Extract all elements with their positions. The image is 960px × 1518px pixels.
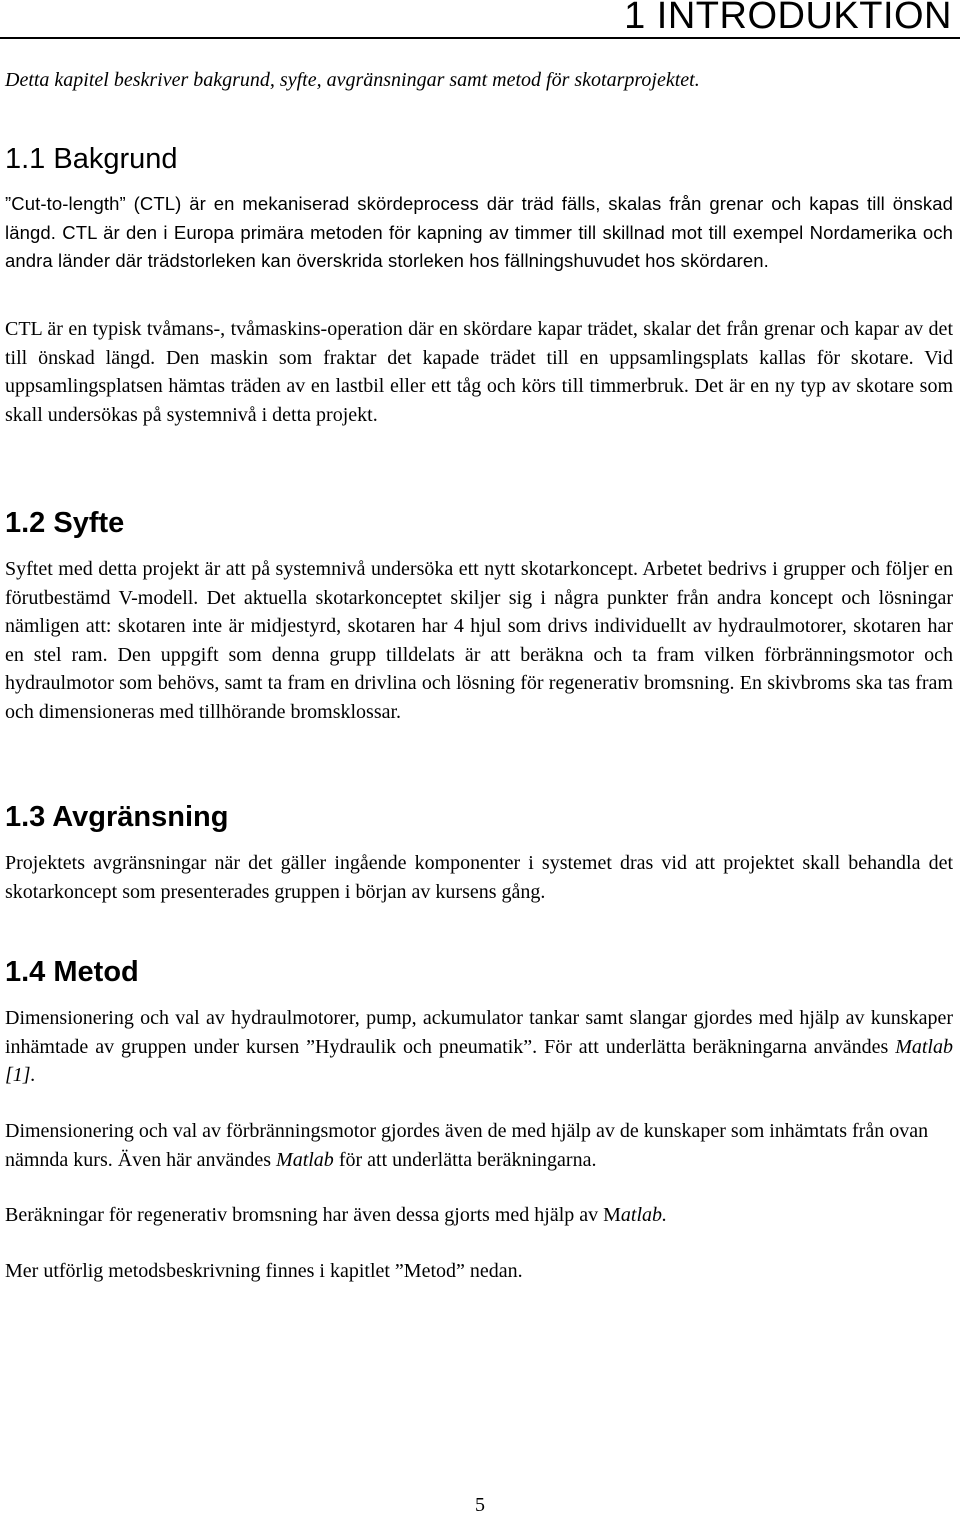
heading-metod: 1.4 Metod bbox=[5, 956, 139, 988]
heading-bakgrund: 1.1 Bakgrund bbox=[5, 143, 178, 175]
chapter-rule bbox=[0, 37, 960, 39]
metod-paragraph-2 bbox=[5, 1117, 953, 1174]
heading-avgransning: 1.3 Avgränsning bbox=[5, 801, 229, 833]
metod-paragraph-3-matlab: atlab. bbox=[620, 1204, 668, 1226]
metod-paragraph-2-tail: för att underlätta beräkningarna. bbox=[333, 1148, 597, 1171]
metod-paragraph-1-text: Dimensionering och val av hydraulmotorer, pump, ackumulator tankar samt slangar gjordes med hjälp av kunskaper inhämtade av gruppen under kursen ”Hydraulik och pneumatik”. För att underlätta beräkningarna användes bbox=[5, 1007, 953, 1058]
metod-paragraph-2-matlab: Matlab bbox=[276, 1148, 334, 1171]
bakgrund-paragraph-1: ”Cut-to-length” (CTL) är en mekaniserad skördeprocess där träd fälls, skalas från grenar och kapas till önskad längd. CTL är den i Europa primära metoden för kapning av timmer till skillnad mot till exempel Nordamerika och andra länder där trädstorleken kan överskrida storleken hos fällningshuvudet hos skördaren. bbox=[5, 193, 953, 272]
page-number: 5 bbox=[475, 1494, 485, 1516]
metod-paragraph-1 bbox=[5, 1004, 953, 1090]
metod-paragraph-2-text: Dimensionering och val av förbränningsmotor gjordes även de med hjälp av de kunskaper som inhämtats från ovan nämnda kurs. Även här användes bbox=[5, 1120, 929, 1171]
chapter-title: 1 INTRODUKTION bbox=[624, 0, 952, 37]
heading-syfte: 1.2 Syfte bbox=[5, 507, 125, 539]
avgransning-paragraph: Projektets avgränsningar när det gäller ingående komponenter i systemet dras vid att projektet skall behandla det skotarkoncept som presenterades gruppen i början av kursens gång. bbox=[5, 852, 953, 903]
metod-paragraph-1-matlab: Matlab [1]. bbox=[5, 1035, 953, 1087]
metod-paragraph-4: Mer utförlig metodsbeskrivning finnes i kapitlet ”Metod” nedan. bbox=[5, 1260, 523, 1282]
metod-paragraph-3-text: Beräkningar för regenerativ bromsning har även dessa gjorts med hjälp av M bbox=[5, 1204, 621, 1226]
metod-paragraph-3 bbox=[5, 1201, 953, 1230]
syfte-paragraph: Syftet med detta projekt är att på systemnivå undersöka ett nytt skotarkoncept. Arbetet bedrivs i grupper och följer en förutbestämd V-modell. Det aktuella skotarkonceptet skiljer sig i några punkter från andra koncept och lösningar nämligen att: skotaren inte är midjestyrd, skotaren har 4 hjul som drivs individuellt av hydraulmotorer, skotaren har en stel ram. Den uppgift som denna grupp tilldelats är att beräkna och ta fram vilken förbränningsmotor och hydraulmotor som behövs, samt ta fram en drivlina och lösning för regenerativ bromsning. En skivbroms ska tas fram och dimensioneras med tillhörande bromsklossar. bbox=[5, 558, 953, 723]
bakgrund-paragraph-2: CTL är en typisk tvåmans-, tvåmaskins-operation där en skördare kapar trädet, skalar det från grenar och kapar av det till önskad längd. Den maskin som fraktar det kapade trädet till en uppsamlingsplats kallas för skotare. Vid uppsamlingsplatsen hämtas träden av en lastbil eller ett tåg och körs till timmerbruk. Det är en ny typ av skotare som skall undersökas på systemnivå i detta projekt. bbox=[5, 318, 953, 426]
chapter-intro: Detta kapitel beskriver bakgrund, syfte, avgränsningar samt metod för skotarprojektet. bbox=[5, 69, 700, 91]
